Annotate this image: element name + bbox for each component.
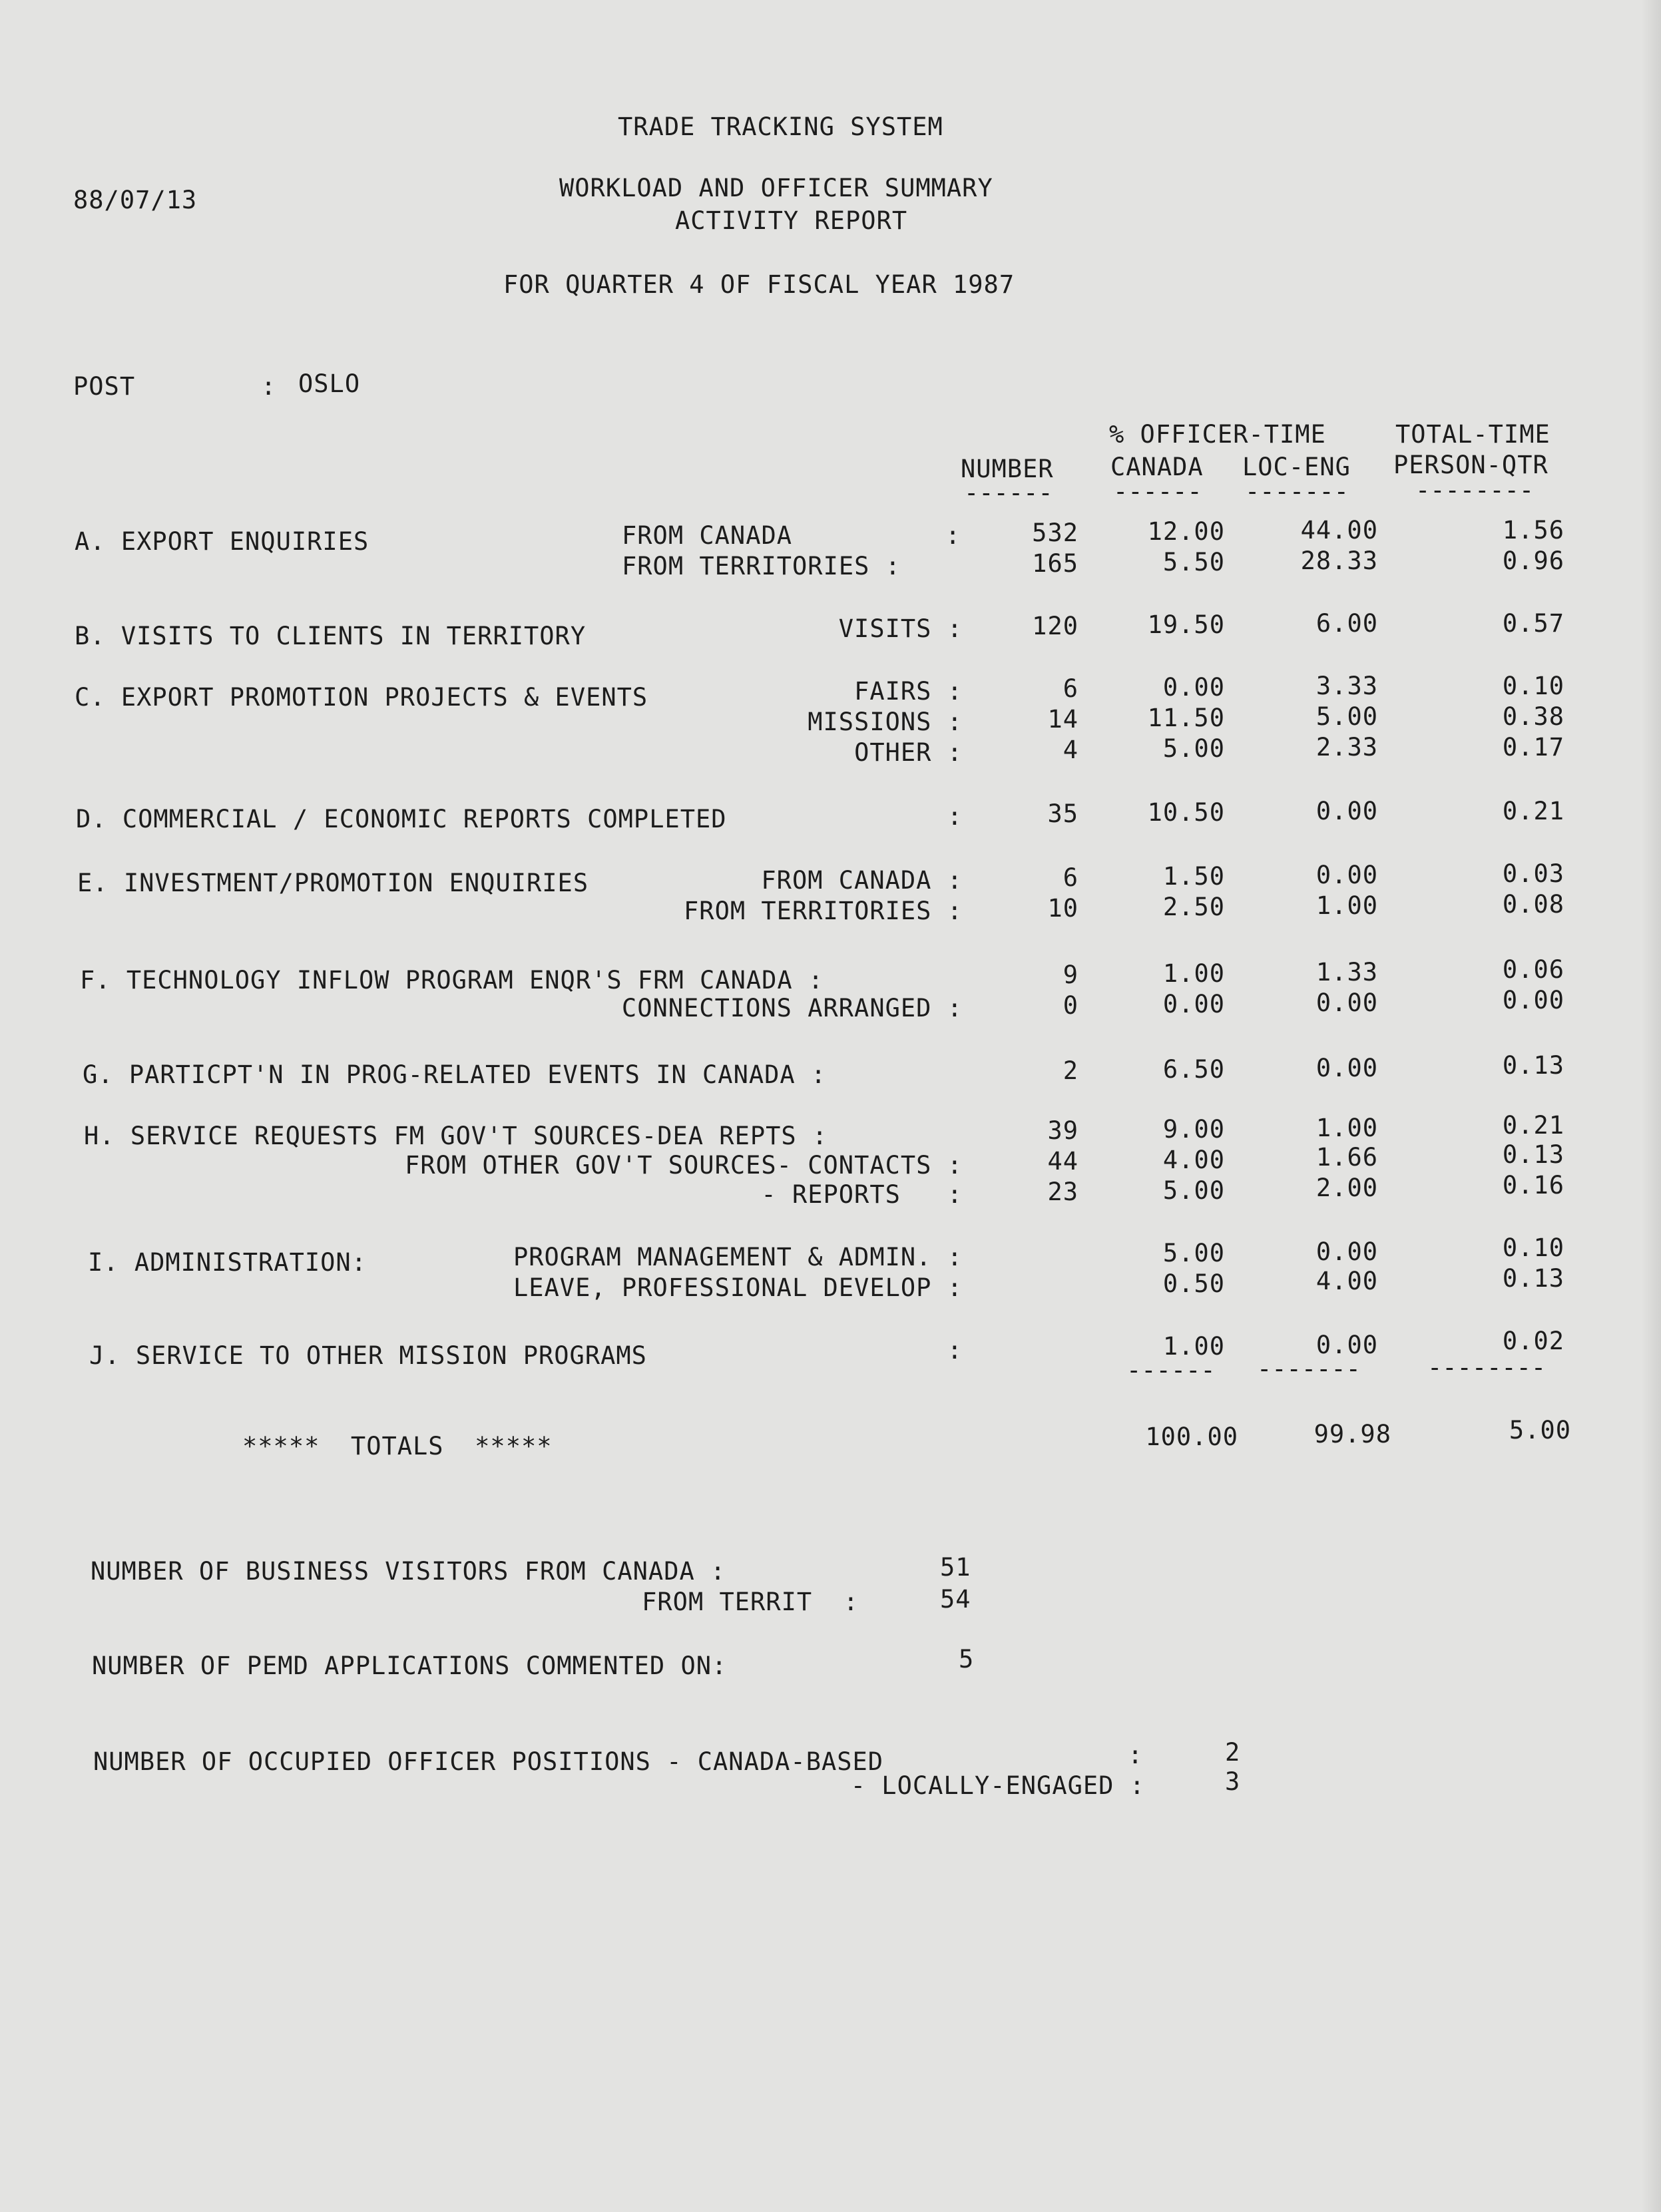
row-c-fairs-canada: 0.00 (1162, 673, 1225, 702)
post-value: OSLO (298, 369, 361, 398)
row-e-territ-person-qtr: 0.08 (1502, 890, 1564, 919)
row-d-number: 35 (1047, 799, 1078, 828)
row-c-missions-person-qtr: 0.38 (1502, 702, 1564, 731)
row-e-canada-loc-eng: 0.00 (1315, 861, 1378, 889)
row-d-colon: : (947, 802, 963, 831)
totals-canada: 100.00 (1145, 1423, 1238, 1451)
row-i-program-loc-eng: 0.00 (1315, 1237, 1378, 1266)
row-c-other-person-qtr: 0.17 (1502, 733, 1564, 762)
col-group-officer-time: % OFFICER-TIME (1109, 420, 1326, 449)
totals-label: ***** TOTALS ***** (242, 1432, 553, 1460)
business-visitors-label: NUMBER OF BUSINESS VISITORS FROM CANADA : (91, 1557, 726, 1586)
row-c-missions-number: 14 (1047, 705, 1078, 734)
row-a-canada: 12.00 (1147, 517, 1225, 546)
post-label: POST (73, 372, 136, 401)
row-f-enqr-person-qtr: 0.06 (1502, 955, 1564, 984)
row-b-loc-eng: 6.00 (1315, 609, 1378, 638)
row-f-connections-canada: 0.00 (1162, 990, 1225, 1018)
row-h-reports-loc-eng: 2.00 (1315, 1174, 1378, 1202)
col-person-qtr-header: PERSON-QTR (1393, 451, 1548, 479)
business-visitors-territ-label: FROM TERRIT : (642, 1588, 859, 1616)
totals-person-qtr-rule: -------- (1427, 1353, 1546, 1382)
row-f-connections-loc-eng: 0.00 (1315, 989, 1378, 1017)
totals-loc-eng: 99.98 (1313, 1420, 1391, 1448)
row-a-number: 532 (1032, 519, 1078, 547)
row-h-reports-person-qtr: 0.16 (1502, 1171, 1564, 1200)
report-period: FOR QUARTER 4 OF FISCAL YEAR 1987 (503, 270, 1015, 299)
row-e-territ-loc-eng: 1.00 (1315, 891, 1378, 920)
col-number-header: NUMBER (961, 455, 1054, 483)
row-b-sublabel: VISITS : (838, 614, 963, 643)
row-e-territ-number: 10 (1047, 894, 1078, 923)
row-f-connections-person-qtr: 0.00 (1502, 986, 1564, 1014)
row-c-fairs-loc-eng: 3.33 (1315, 672, 1378, 700)
report-title: WORKLOAD AND OFFICER SUMMARY (559, 174, 993, 202)
page-edge-shadow (1641, 0, 1661, 2212)
row-g-category: G. PARTICPT'N IN PROG-RELATED EVENTS IN CANADA : (83, 1060, 827, 1089)
row-j-loc-eng: 0.00 (1315, 1331, 1378, 1359)
row-c-category: C. EXPORT PROMOTION PROJECTS & EVENTS (75, 683, 648, 712)
row-c-other-number: 4 (1063, 736, 1078, 764)
row-f-connections-number: 0 (1063, 991, 1078, 1020)
row-e-territ-canada: 2.50 (1162, 893, 1225, 921)
totals-loc-eng-rule: ------- (1257, 1355, 1361, 1383)
row-a2-sublabel: FROM TERRITORIES : (622, 552, 901, 580)
business-visitors-canada: 51 (940, 1553, 971, 1582)
row-a2-loc-eng: 28.33 (1300, 547, 1378, 575)
row-g-number: 2 (1063, 1056, 1078, 1085)
row-a-colon: : (945, 521, 961, 550)
row-d-loc-eng: 0.00 (1315, 797, 1378, 825)
col-person-qtr-rule: -------- (1415, 476, 1535, 505)
row-c-fairs-person-qtr: 0.10 (1502, 672, 1564, 700)
row-a2-canada: 5.50 (1162, 548, 1225, 576)
report-date: 88/07/13 (73, 186, 198, 214)
row-c-missions-sublabel: MISSIONS : (808, 708, 963, 736)
row-j-category: J. SERVICE TO OTHER MISSION PROGRAMS (89, 1341, 647, 1370)
row-c-missions-loc-eng: 5.00 (1315, 702, 1378, 731)
report-subtitle: ACTIVITY REPORT (675, 206, 908, 235)
pemd-applications-label: NUMBER OF PEMD APPLICATIONS COMMENTED ON: (92, 1652, 728, 1680)
row-h-dea-person-qtr: 0.21 (1502, 1111, 1564, 1140)
totals-person-qtr: 5.00 (1509, 1416, 1571, 1444)
row-a2-person-qtr: 0.96 (1502, 547, 1564, 575)
row-c-fairs-number: 6 (1063, 674, 1078, 703)
row-i-program-canada: 5.00 (1162, 1239, 1225, 1267)
row-h-dea-loc-eng: 1.00 (1315, 1114, 1378, 1142)
row-j-person-qtr: 0.02 (1502, 1327, 1564, 1355)
row-c-fairs-sublabel: FAIRS : (854, 677, 963, 706)
row-h-dea-number: 39 (1047, 1116, 1078, 1145)
pemd-applications-value: 5 (959, 1645, 975, 1673)
row-i-category: I. ADMINISTRATION: (88, 1248, 367, 1277)
post-colon: : (261, 372, 277, 401)
row-g-loc-eng: 0.00 (1315, 1054, 1378, 1082)
row-c-other-loc-eng: 2.33 (1315, 733, 1378, 762)
row-h-reports-canada: 5.00 (1162, 1176, 1225, 1205)
row-f-connections-sublabel: CONNECTIONS ARRANGED : (621, 994, 963, 1022)
row-f-category: F. TECHNOLOGY INFLOW PROGRAM ENQR'S FRM CANADA : (80, 966, 824, 995)
officer-positions-label: NUMBER OF OCCUPIED OFFICER POSITIONS - CANADA-BASED (93, 1747, 884, 1776)
row-h-reports-sublabel: - REPORTS : (761, 1180, 963, 1209)
row-h-dea-canada: 9.00 (1162, 1115, 1225, 1144)
officer-positions-canada-colon: : (1128, 1741, 1144, 1769)
row-a-loc-eng: 44.00 (1300, 516, 1378, 545)
row-e-category: E. INVESTMENT/PROMOTION ENQUIRIES (77, 869, 589, 897)
row-a2-number: 165 (1032, 549, 1078, 578)
row-c-other-canada: 5.00 (1162, 734, 1225, 763)
row-f-enqr-number: 9 (1063, 961, 1078, 989)
business-visitors-territ: 54 (940, 1585, 971, 1614)
col-number-rule: ------ (964, 479, 1053, 507)
row-i-program-person-qtr: 0.10 (1502, 1233, 1564, 1262)
row-d-canada: 10.50 (1147, 798, 1225, 827)
row-g-person-qtr: 0.13 (1502, 1051, 1564, 1080)
officer-positions-local-label: - LOCALLY-ENGAGED : (850, 1771, 1145, 1800)
row-j-canada: 1.00 (1162, 1332, 1225, 1361)
row-i-leave-person-qtr: 0.13 (1502, 1264, 1564, 1293)
row-b-person-qtr: 0.57 (1502, 609, 1564, 638)
system-title: TRADE TRACKING SYSTEM (618, 112, 943, 141)
row-b-category: B. VISITS TO CLIENTS IN TERRITORY (75, 622, 587, 650)
row-f-enqr-loc-eng: 1.33 (1315, 958, 1378, 987)
officer-positions-canada: 2 (1225, 1738, 1241, 1767)
row-e-canada-number: 6 (1063, 863, 1078, 892)
row-a-person-qtr: 1.56 (1502, 516, 1564, 545)
row-e-territ-sublabel: FROM TERRITORIES : (684, 897, 963, 925)
col-loc-eng-header: LOC-ENG (1242, 453, 1351, 481)
row-d-person-qtr: 0.21 (1502, 797, 1564, 825)
row-i-leave-loc-eng: 4.00 (1315, 1267, 1378, 1295)
col-loc-eng-rule: ------- (1245, 477, 1349, 506)
row-f-enqr-canada: 1.00 (1162, 959, 1225, 988)
row-b-canada: 19.50 (1147, 610, 1225, 639)
row-e-canada-canada: 1.50 (1162, 862, 1225, 891)
officer-positions-local: 3 (1225, 1767, 1241, 1796)
row-j-colon: : (947, 1336, 963, 1365)
row-b-number: 120 (1032, 612, 1078, 640)
row-a-sublabel: FROM CANADA (622, 521, 793, 550)
col-canada-header: CANADA (1110, 453, 1204, 481)
row-e-canada-sublabel: FROM CANADA : (761, 866, 963, 895)
row-h-contacts-loc-eng: 1.66 (1315, 1143, 1378, 1172)
row-g-canada: 6.50 (1162, 1055, 1225, 1084)
row-a-category: A. EXPORT ENQUIRIES (75, 527, 369, 556)
totals-canada-rule: ------ (1126, 1356, 1216, 1385)
row-h-category: H. SERVICE REQUESTS FM GOV'T SOURCES-DEA REPTS : (84, 1122, 828, 1150)
row-h-contacts-number: 44 (1047, 1147, 1078, 1176)
row-i-leave-sublabel: LEAVE, PROFESSIONAL DEVELOP : (513, 1273, 963, 1302)
col-group-total-time: TOTAL-TIME (1395, 420, 1550, 449)
row-h-reports-number: 23 (1047, 1178, 1078, 1206)
row-h-contacts-person-qtr: 0.13 (1502, 1140, 1564, 1169)
row-e-canada-person-qtr: 0.03 (1502, 859, 1564, 888)
row-h-contacts-sublabel: FROM OTHER GOV'T SOURCES- CONTACTS : (405, 1151, 963, 1180)
row-d-category: D. COMMERCIAL / ECONOMIC REPORTS COMPLETED (76, 805, 727, 833)
col-canada-rule: ------ (1113, 477, 1202, 506)
row-h-contacts-canada: 4.00 (1162, 1146, 1225, 1174)
row-c-missions-canada: 11.50 (1147, 704, 1225, 732)
row-i-program-sublabel: PROGRAM MANAGEMENT & ADMIN. : (513, 1243, 963, 1271)
row-i-leave-canada: 0.50 (1162, 1269, 1225, 1298)
row-c-other-sublabel: OTHER : (854, 738, 963, 767)
